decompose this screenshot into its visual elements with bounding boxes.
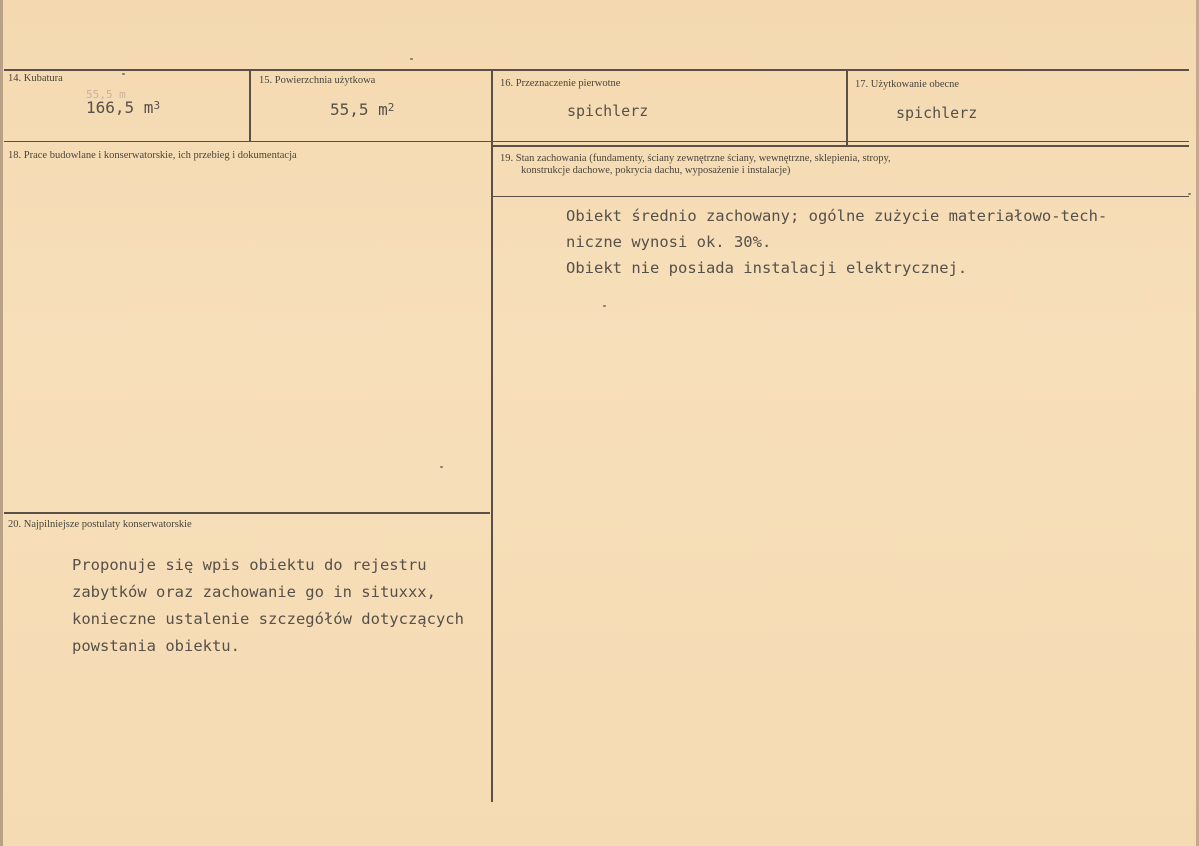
paper-speck: [603, 305, 606, 307]
postulaty-text-line-4: powstania obiektu.: [72, 637, 240, 655]
stan-label-rule: [492, 196, 1189, 197]
top-rule: [4, 69, 1189, 71]
divider-16-17: [846, 69, 848, 145]
postulaty-label: 20. Najpilniejsze postulaty konserwatorskie: [8, 519, 192, 530]
paper-speck: [122, 73, 125, 75]
kubatura-value: [86, 98, 160, 117]
paper-speck: [440, 466, 443, 468]
postulaty-top-rule: [4, 512, 490, 514]
stan-label-line-2: konstrukcje dachowe, pokrycia dachu, wyposażenie i instalacje): [521, 165, 791, 176]
powierzchnia-unit-exponent: 2: [387, 101, 395, 114]
powierzchnia-value-text: 55,5 m: [330, 100, 388, 119]
prace-label: 18. Prace budowlane i konserwatorskie, ich przebieg i dokumentacja: [8, 150, 297, 161]
uzytkowanie-label: 17. Użytkowanie obecne: [855, 79, 960, 90]
postulaty-text-line-1: Proponuje się wpis obiektu do rejestru: [72, 556, 427, 574]
card-left-edge: [0, 0, 3, 846]
stan-label-line-1: 19. Stan zachowania (fundamenty, ściany zewnętrzne ściany, wewnętrzne, sklepienia, stropy,: [500, 153, 891, 164]
stan-text-line-1: Obiekt średnio zachowany; ogólne zużycie materiałowo-tech-: [566, 207, 1108, 225]
przeznaczenie-value: spichlerz: [567, 102, 649, 120]
divider-15-16: [491, 69, 493, 802]
postulaty-text: [72, 552, 464, 660]
divider-14-15: [249, 69, 251, 142]
powierzchnia-label: 15. Powierzchnia użytkowa: [259, 75, 376, 86]
kubatura-label: 14. Kubatura: [8, 73, 63, 84]
postulaty-text-line-2: zabytków oraz zachowanie go in situxxx,: [72, 583, 436, 601]
paper-speck: [410, 58, 413, 60]
row-rule-1b: [492, 145, 1189, 147]
postulaty-text-line-3: konieczne ustalenie szczegółów dotyczących: [72, 610, 464, 628]
uzytkowanie-value: spichlerz: [896, 104, 978, 122]
stan-text: [566, 203, 1107, 281]
paper-speck: [1188, 193, 1191, 195]
kubatura-unit-exponent: 3: [153, 99, 161, 112]
stan-text-line-2: niczne wynosi ok. 30%.: [566, 233, 772, 251]
przeznaczenie-label: 16. Przeznaczenie pierwotne: [500, 78, 621, 89]
stan-text-line-3: Obiekt nie posiada instalacji elektrycznej.: [566, 259, 968, 277]
kubatura-value-text: 166,5 m: [86, 98, 154, 117]
kubatura-faded-value: 55,5 m: [86, 88, 126, 101]
row-rule-1: [4, 141, 1189, 142]
powierzchnia-value: [330, 100, 394, 119]
